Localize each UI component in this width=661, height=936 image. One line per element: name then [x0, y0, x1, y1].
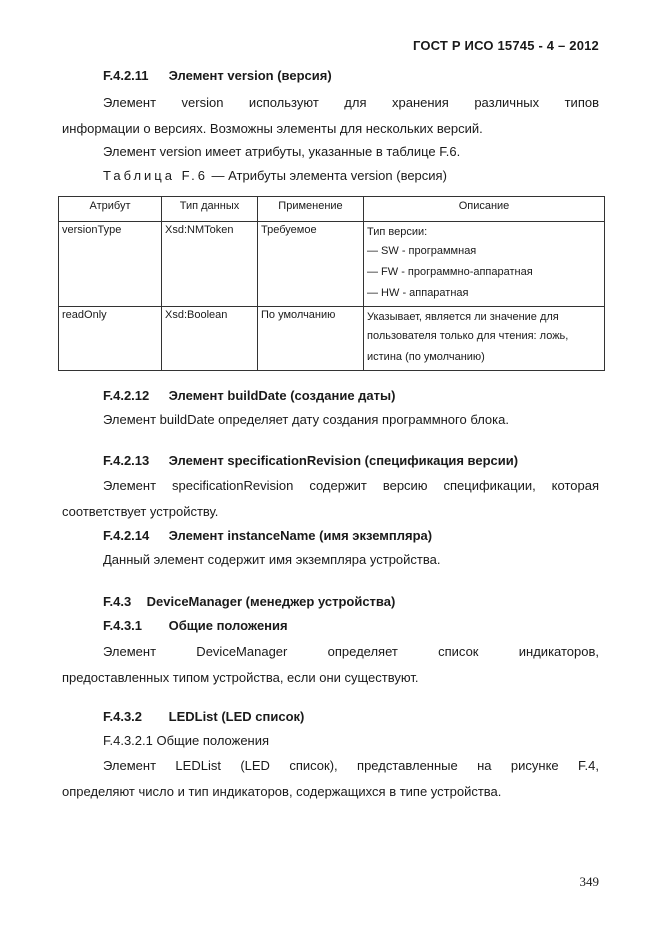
table-cell-type: Xsd:Boolean: [162, 307, 258, 371]
section-heading-version: [103, 68, 332, 83]
paragraph-line: Элемент version используют для хранения различных типов: [103, 95, 599, 110]
section-title: DeviceManager (менеджер устройства): [146, 594, 396, 609]
paragraph-line: соответствует устройству.: [62, 504, 219, 519]
description-line: истина (по умолчанию): [367, 351, 485, 363]
description-line: — FW - программно-аппаратная: [367, 266, 533, 278]
description-line: Указывает, является ли значение для: [367, 311, 559, 323]
section-heading-devicemanager: [103, 594, 395, 609]
column-header: Описание: [364, 197, 605, 222]
section-title: Элемент instanceName (имя экземпляра): [168, 528, 433, 543]
section-title: Элемент specificationRevision (спецификация версии): [168, 453, 519, 468]
paragraph-builddate: Элемент buildDate определяет дату создания программного блока.: [103, 412, 509, 427]
subsection-heading-general: F.4.3.2.1 Общие положения: [103, 733, 270, 748]
section-number: F.4.2.12: [103, 388, 150, 403]
column-header: Применение: [258, 197, 364, 222]
table-cell-type: Xsd:NMToken: [162, 222, 258, 307]
column-header: Атрибут: [59, 197, 162, 222]
paragraph-version-purpose: [62, 90, 599, 142]
paragraph-line: предоставленных типом устройства, если они существуют.: [62, 670, 419, 685]
table-caption-text: — Атрибуты элемента version (версия): [207, 168, 447, 183]
section-heading-specrevision: [103, 453, 518, 468]
table-caption-label: Таблица F.6: [103, 168, 208, 183]
page-number: 349: [579, 874, 599, 889]
description-line: — HW - аппаратная: [367, 287, 469, 299]
section-title: Элемент version (версия): [168, 68, 332, 83]
section-heading-builddate: [103, 388, 395, 403]
section-number: F.4.2.14: [103, 528, 150, 543]
document-standard-header: ГОСТ Р ИСО 15745 - 4 – 2012: [412, 38, 599, 53]
section-heading-instancename: [103, 528, 432, 543]
description-line: пользователя только для чтения: ложь,: [367, 330, 569, 342]
section-number: F.4.3.1: [103, 618, 143, 633]
paragraph-line: определяют число и тип индикаторов, содержащихся в типе устройства.: [62, 784, 502, 799]
table-cell-attribute: versionType: [59, 222, 162, 307]
table-cell-usage: Требуемое: [258, 222, 364, 307]
paragraph-line: Элемент DeviceManager определяет список индикаторов,: [103, 644, 599, 659]
section-number: F.4.2.13: [103, 453, 150, 468]
paragraph-instancename: Данный элемент содержит имя экземпляра устройства.: [103, 552, 441, 567]
attributes-table: [58, 196, 605, 371]
paragraph-specrevision: [62, 473, 599, 525]
table-caption: [103, 168, 447, 183]
paragraph-ledlist: [62, 753, 599, 805]
description-line: Тип версии:: [367, 226, 428, 238]
table-cell-attribute: readOnly: [59, 307, 162, 371]
section-heading-general: [103, 618, 288, 633]
description-line: — SW - программная: [367, 245, 477, 257]
table-row: [59, 307, 605, 371]
paragraph-line: Элемент specificationRevision содержит версию спецификации, которая: [103, 478, 599, 493]
column-header: Тип данных: [162, 197, 258, 222]
paragraph-version-attributes: Элемент version имеет атрибуты, указанные в таблице F.6.: [103, 144, 461, 159]
section-number: F.4.3.2: [103, 709, 143, 724]
paragraph-line: информации о версиях. Возможны элементы для нескольких версий.: [62, 121, 483, 136]
table-row: [59, 222, 605, 307]
table-header-row: [59, 197, 605, 222]
section-heading-ledlist: [103, 709, 304, 724]
section-number: F.4.3: [103, 594, 132, 609]
table-cell-usage: По умолчанию: [258, 307, 364, 371]
paragraph-devicemanager: [62, 639, 599, 691]
section-title: Общие положения: [168, 618, 288, 633]
section-title: LEDList (LED список): [168, 709, 305, 724]
section-number: F.4.2.11: [103, 68, 149, 83]
table-cell-description: [364, 307, 605, 371]
section-title: Элемент buildDate (создание даты): [168, 388, 396, 403]
paragraph-line: Элемент LEDList (LED список), представленные на рисунке F.4,: [103, 758, 599, 773]
table-cell-description: [364, 222, 605, 307]
